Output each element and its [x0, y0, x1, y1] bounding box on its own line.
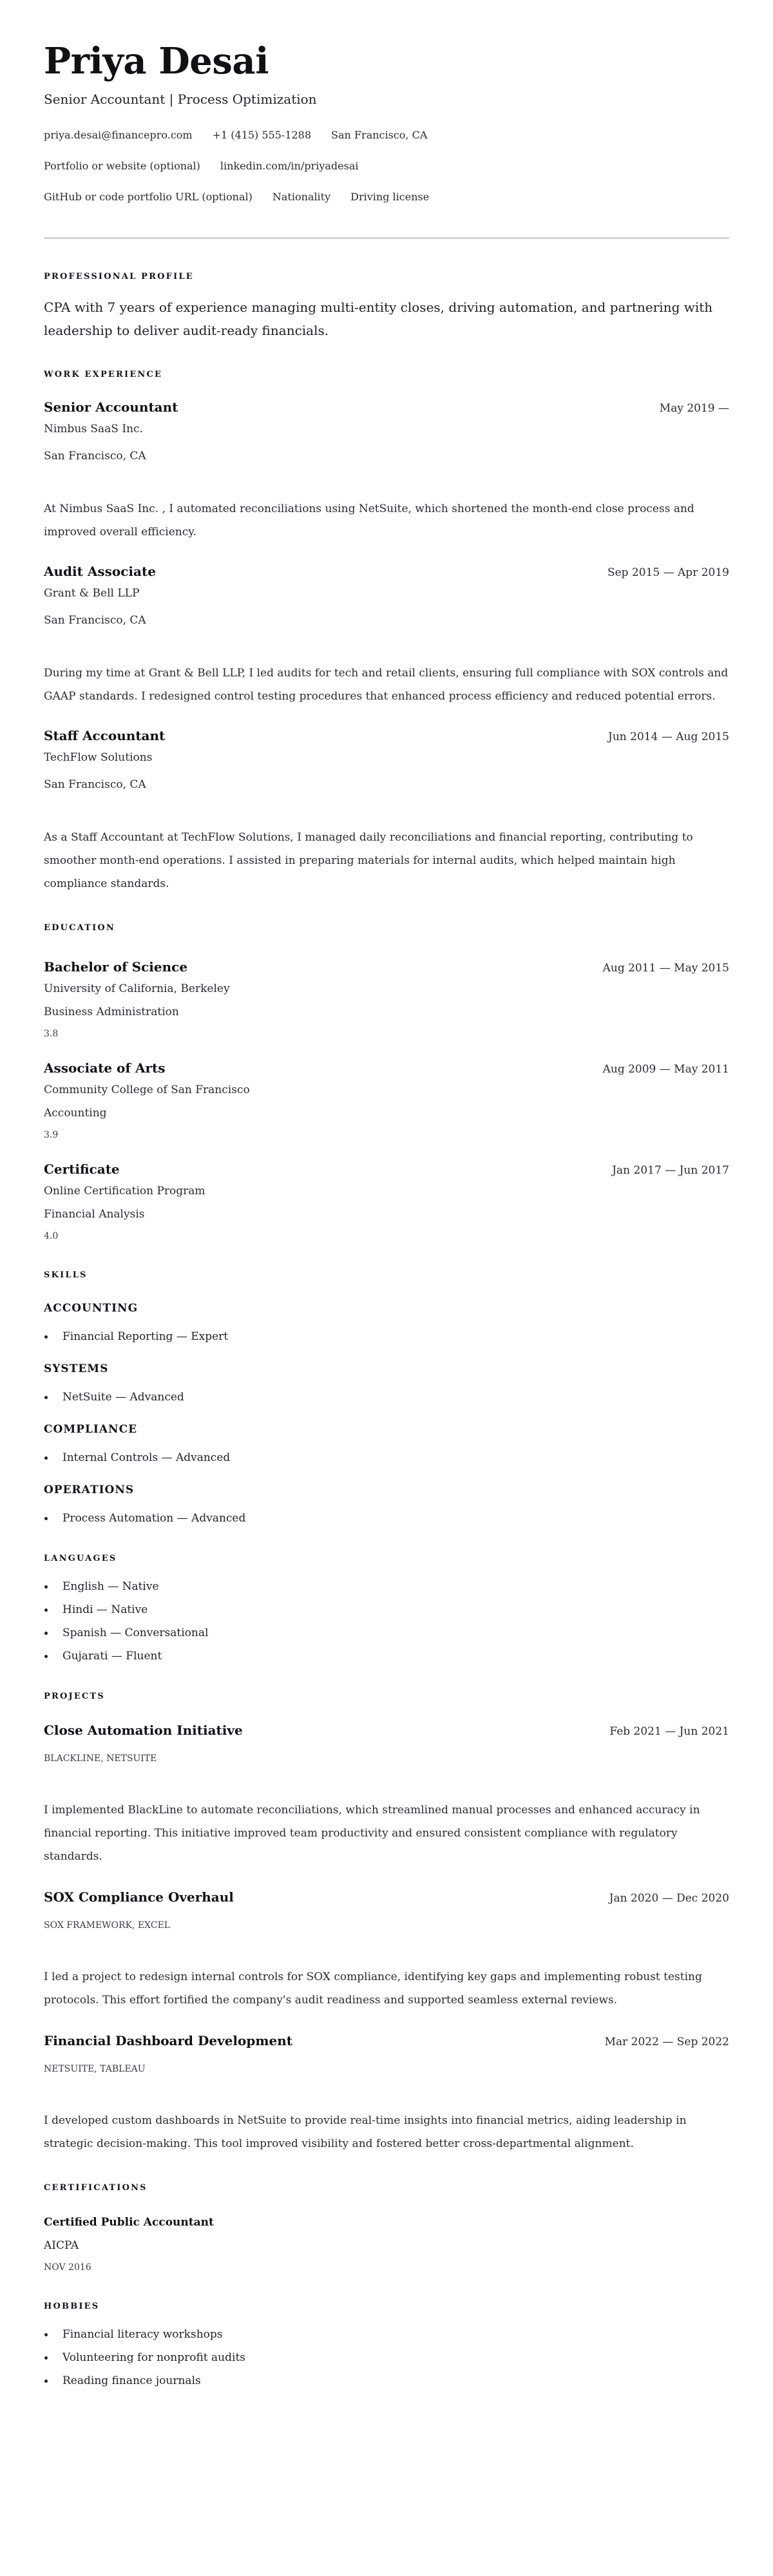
- project-tech: SOX FRAMEWORK, EXCEL: [44, 1920, 171, 1931]
- certifications-section: [44, 2182, 729, 2274]
- job-description: As a Staff Accountant at TechFlow Solutions, I managed daily reconciliations and financial reporting, contributing to smoother month-end operations. I assisted in preparing materials for internal audits, which helped maintain high compliance standards.: [44, 831, 693, 890]
- certification-date: NOV 2016: [44, 2262, 91, 2273]
- contact-github[interactable]: GitHub or code portfolio URL (optional): [44, 191, 253, 203]
- skill-category: ACCOUNTING: [44, 1302, 138, 1315]
- contact-row-extra: [44, 189, 729, 205]
- section-title-experience: WORK EXPERIENCE: [44, 370, 163, 379]
- contact-phone[interactable]: +1 (415) 555-1288: [212, 129, 312, 141]
- experience-section: [44, 369, 729, 895]
- language-item: Gujarati — Fluent: [44, 1648, 729, 1664]
- job-title: Senior Accountant: [44, 399, 178, 415]
- degree-title: Associate of Arts: [44, 1060, 166, 1076]
- gpa: 3.9: [44, 1130, 59, 1140]
- gpa: 3.8: [44, 1029, 59, 1039]
- project-name: Financial Dashboard Development: [44, 2033, 293, 2048]
- job-title: Staff Accountant: [44, 728, 166, 743]
- contact-email[interactable]: priya.desai@financepro.com: [44, 129, 193, 141]
- job-entry: [44, 727, 729, 895]
- section-title-skills: SKILLS: [44, 1270, 88, 1280]
- school-name: Community College of San Francisco: [44, 1083, 250, 1096]
- education-section: [44, 922, 729, 1243]
- profile-section: [44, 271, 729, 342]
- project-dates: Jan 2020 — Dec 2020: [609, 1892, 729, 1905]
- job-description: At Nimbus SaaS Inc. , I automated reconciliations using NetSuite, which shortened the month-end close process and improved overall efficiency.: [44, 502, 694, 539]
- job-location: San Francisco, CA: [44, 614, 146, 627]
- job-location: San Francisco, CA: [44, 778, 146, 791]
- candidate-name: Priya Desai: [44, 40, 269, 82]
- contact-nationality: Nationality: [272, 191, 331, 203]
- skill-item: Financial Reporting — Expert: [44, 1329, 729, 1344]
- job-company: TechFlow Solutions: [44, 751, 153, 764]
- hobbies-section: [44, 2301, 729, 2389]
- section-title-education: EDUCATION: [44, 923, 116, 933]
- languages-section: [44, 1553, 729, 1664]
- project-dates: Mar 2022 — Sep 2022: [604, 2036, 729, 2048]
- field-of-study: Business Administration: [44, 1006, 179, 1018]
- contact-row-links: [44, 158, 729, 174]
- skills-section: [44, 1270, 729, 1526]
- contact-location: San Francisco, CA: [331, 129, 428, 141]
- project-description: I developed custom dashboards in NetSuite to provide real-time insights into financial metrics, aiding leadership in strategic decision-making. This tool improved visibility and fostered better cross-departmental alignment.: [44, 2114, 687, 2150]
- gpa: 4.0: [44, 1231, 59, 1241]
- degree-title: Bachelor of Science: [44, 959, 188, 975]
- education-dates: Aug 2009 — May 2011: [602, 1063, 729, 1076]
- job-dates: May 2019 —: [659, 402, 729, 415]
- job-entry: [44, 563, 729, 708]
- job-company: Grant & Bell LLP: [44, 587, 140, 600]
- section-title-projects: PROJECTS: [44, 1692, 105, 1701]
- field-of-study: Accounting: [44, 1107, 107, 1120]
- job-title: Audit Associate: [44, 564, 156, 579]
- education-entry: [44, 959, 729, 1040]
- skill-item: Internal Controls — Advanced: [44, 1450, 729, 1465]
- section-title-languages: LANGUAGES: [44, 1554, 117, 1563]
- contact-driving-license: Driving license: [350, 191, 430, 203]
- skill-item: Process Automation — Advanced: [44, 1511, 729, 1526]
- job-location: San Francisco, CA: [44, 450, 146, 463]
- hobby-item: Reading finance journals: [44, 2373, 729, 2389]
- certification-name: Certified Public Accountant: [44, 2216, 214, 2229]
- skill-list: [44, 1511, 729, 1526]
- project-name: Close Automation Initiative: [44, 1722, 243, 1738]
- school-name: University of California, Berkeley: [44, 982, 230, 995]
- job-dates: Jun 2014 — Aug 2015: [608, 730, 729, 743]
- project-description: I led a project to redesign internal controls for SOX compliance, identifying key gaps and implementing robust testing protocols. This effort fortified the company's audit readiness and supported seamless external reviews.: [44, 1970, 702, 2007]
- skill-category: OPERATIONS: [44, 1484, 135, 1496]
- job-description: During my time at Grant & Bell LLP, I led audits for tech and retail clients, ensuring full compliance with SOX controls and GAAP standards. I redesigned control testing procedures that enhanced process efficiency and reduced potential errors.: [44, 667, 729, 703]
- contact-portfolio[interactable]: Portfolio or website (optional): [44, 160, 200, 172]
- school-name: Online Certification Program: [44, 1185, 205, 1197]
- language-item: Hindi — Native: [44, 1602, 729, 1617]
- education-dates: Jan 2017 — Jun 2017: [612, 1164, 729, 1177]
- project-entry: [44, 1889, 729, 2012]
- project-dates: Feb 2021 — Jun 2021: [609, 1725, 729, 1738]
- project-tech: BLACKLINE, NETSUITE: [44, 1753, 157, 1764]
- degree-title: Certificate: [44, 1161, 120, 1177]
- skill-category: SYSTEMS: [44, 1362, 109, 1375]
- job-entry: [44, 399, 729, 544]
- skill-list: [44, 1329, 729, 1344]
- language-item: English — Native: [44, 1579, 729, 1594]
- section-title-certifications: CERTIFICATIONS: [44, 2183, 148, 2193]
- job-company: Nimbus SaaS Inc.: [44, 423, 143, 435]
- skill-list: [44, 1389, 729, 1405]
- skill-list: [44, 1450, 729, 1465]
- skill-item: NetSuite — Advanced: [44, 1389, 729, 1405]
- section-title-profile: PROFESSIONAL PROFILE: [44, 272, 194, 281]
- contact-row-primary: [44, 128, 729, 143]
- contact-linkedin[interactable]: linkedin.com/in/priyadesai: [220, 160, 359, 172]
- project-entry: [44, 2032, 729, 2155]
- projects-section: [44, 1691, 729, 2155]
- candidate-headline: Senior Accountant | Process Optimization: [44, 91, 317, 107]
- section-title-hobbies: HOBBIES: [44, 2302, 100, 2311]
- education-entry: [44, 1060, 729, 1141]
- skill-category: COMPLIANCE: [44, 1423, 138, 1436]
- certification-issuer: AICPA: [44, 2239, 79, 2252]
- hobby-list: [44, 2327, 729, 2389]
- project-description: I implemented BlackLine to automate reconciliations, which streamlined manual processes and enhanced accuracy in financial reporting. This initiative improved team productivity and ensured consistent compliance with regulatory standards.: [44, 1804, 700, 1863]
- field-of-study: Financial Analysis: [44, 1208, 145, 1221]
- hobby-item: Financial literacy workshops: [44, 2327, 729, 2342]
- language-list: [44, 1579, 729, 1664]
- project-entry: [44, 1722, 729, 1868]
- header-divider: [44, 237, 729, 239]
- hobby-item: Volunteering for nonprofit audits: [44, 2350, 729, 2365]
- profile-summary: CPA with 7 years of experience managing multi-entity closes, driving automation, and partnering with leadership to deliver audit-ready financials.: [44, 300, 713, 338]
- job-dates: Sep 2015 — Apr 2019: [607, 566, 729, 579]
- education-entry: [44, 1161, 729, 1243]
- project-name: SOX Compliance Overhaul: [44, 1889, 234, 1905]
- language-item: Spanish — Conversational: [44, 1625, 729, 1641]
- project-tech: NETSUITE, TABLEAU: [44, 2064, 146, 2074]
- resume-header: [44, 40, 729, 205]
- education-dates: Aug 2011 — May 2015: [602, 962, 729, 975]
- certification-entry: [44, 2215, 729, 2274]
